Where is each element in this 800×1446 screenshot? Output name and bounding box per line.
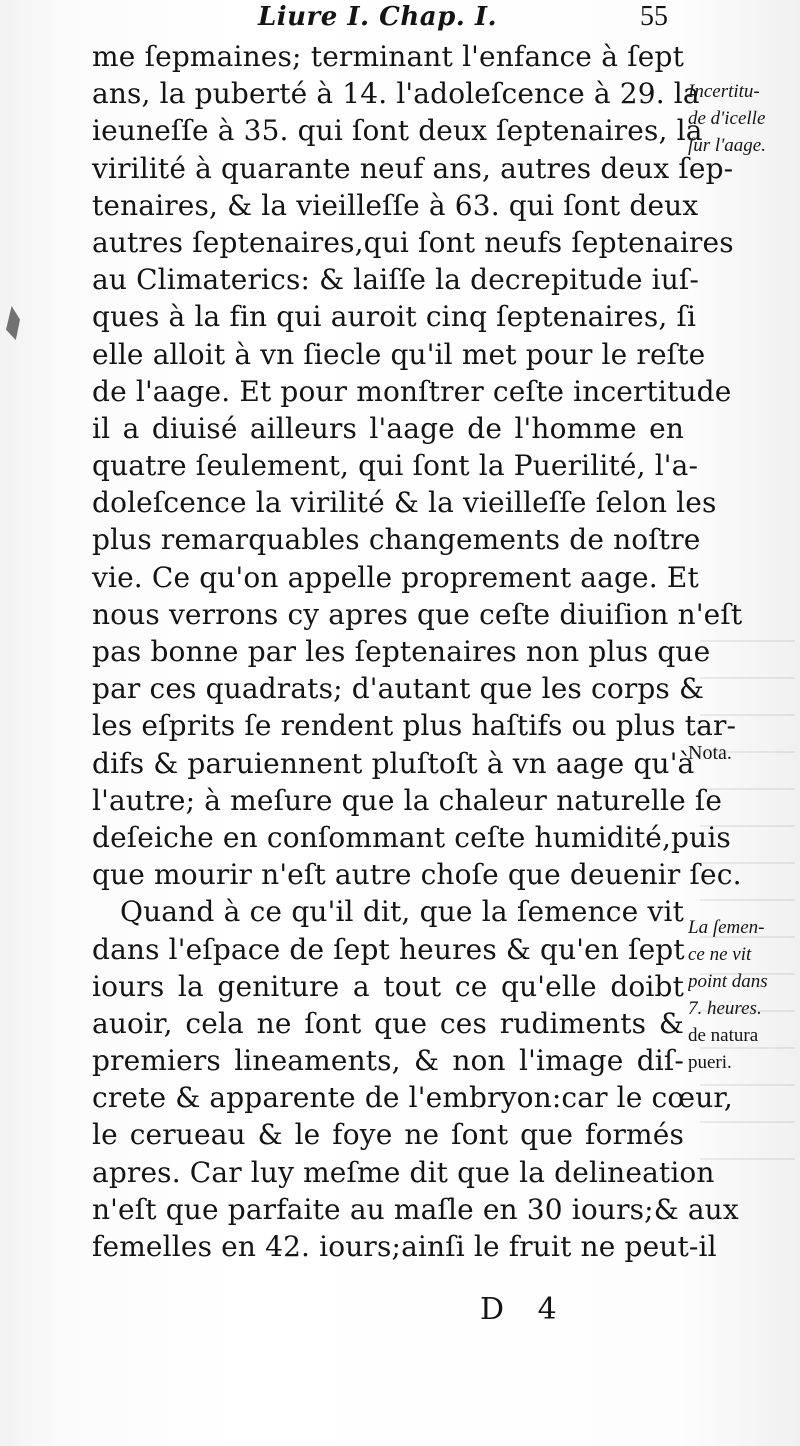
text-line: me ſepmaines; terminant l'enfance à ſept [92, 40, 684, 73]
text-line: autres ſeptenaires,qui ſont neufs ſeptenaires [92, 225, 734, 259]
paragraph-start-line: Quand à ce qu'il dit, que la ſemence vit [120, 895, 684, 929]
text-line: plus remarquables changements de noſtre [92, 523, 701, 557]
text-line: dans l'eſpace de ſept heures & qu'en ſept [92, 932, 685, 966]
marginal-line: de natura [688, 1025, 759, 1046]
text-line: ieuneſſe à 35. qui ſont deux ſeptenaires, la [92, 114, 703, 148]
text-line: vie. Ce qu'on appelle proprement aage. Et [92, 560, 699, 594]
page-number: 55 [640, 1, 668, 32]
text-line: nous verrons cy apres que ceſte diuiſion n'eſt [92, 597, 743, 631]
text-line: femelles en 42. iours;ainſi le fruit ne peut-il [92, 1230, 717, 1263]
marginal-line: ce ne vit [688, 944, 752, 965]
text-line: deſeiche en conſommant ceſte humidité,puis [92, 820, 731, 854]
marginal-note-nota [688, 740, 798, 767]
text-line: tenaires, & la vieilleſſe à 63. qui ſont deux [92, 188, 699, 222]
marginal-line: La ſemen- [688, 917, 765, 938]
text-line: de l'aage. Et pour monſtrer ceſte incertitude [92, 374, 732, 408]
marginal-line: de d'icelle [688, 108, 766, 129]
text-line: elle alloit à vn ſiecle qu'il met pour le reſte [92, 337, 706, 371]
text-line: par ces quadrats; d'autant que les corps & [92, 672, 705, 706]
text-line: premiers lineaments, & non l'image diſ- [92, 1044, 684, 1078]
marginal-line: point dans [688, 971, 768, 992]
marginal-line: Incertitu- [688, 81, 760, 102]
marginal-line: Nota. [688, 742, 732, 764]
text-line: l'autre; à meſure que la chaleur naturelle ſe [92, 783, 723, 817]
text-line: virilité à quarante neuf ans, autres deux ſep- [92, 151, 734, 185]
text-line: au Climaterics: & laiſſe la decrepitude iuſ- [92, 263, 700, 297]
text-line: pas bonne par les ſeptenaires non plus que [92, 635, 711, 668]
marginal-line: pueri. [688, 1052, 732, 1073]
text-line: ques à la fin qui auroit cinq ſeptenaires, ſi [92, 300, 697, 334]
marginal-note-incertitude [688, 78, 798, 159]
text-line: apres. Car luy meſme dit que la delineation [92, 1155, 715, 1189]
text-line: doleſcence la virilité & la vieilleſſe ſelon les [92, 486, 717, 520]
marginal-note-semence [688, 914, 798, 1076]
text-line: iours la geniture a tout ce qu'elle doibt [92, 969, 684, 1003]
marginal-line: ſur l'aage. [688, 135, 766, 156]
text-line: difs & paruiennent pluſtoſt à vn aage qu'à [92, 746, 695, 780]
text-line: crete & apparente de l'embryon:car le cœur, [92, 1081, 733, 1115]
text-line: ans, la puberté à 14. l'adoleſcence à 29. la [92, 77, 700, 111]
text-line: le cerueau & le foye ne ſont que formés [92, 1118, 684, 1152]
text-line: quatre ſeulement, qui ſont la Puerilité, l'a- [92, 449, 699, 483]
running-title: Liure I. Chap. I. [258, 2, 498, 32]
page-edge-mark [6, 306, 20, 340]
text-line: les eſprits ſe rendent plus haſtifs ou plus tar- [92, 709, 737, 743]
signature-mark: D 4 [480, 1292, 569, 1327]
marginal-line: 7. heures. [688, 998, 762, 1019]
text-line: auoir, cela ne ſont que ces rudiments & [92, 1006, 684, 1040]
text-line: il a diuisé ailleurs l'aage de l'homme en [92, 411, 684, 445]
text-line: n'eſt que parfaite au maſle en 30 iours;& aux [92, 1192, 739, 1226]
text-line: que mourir n'eſt autre choſe que deuenir ſec. [92, 858, 742, 892]
